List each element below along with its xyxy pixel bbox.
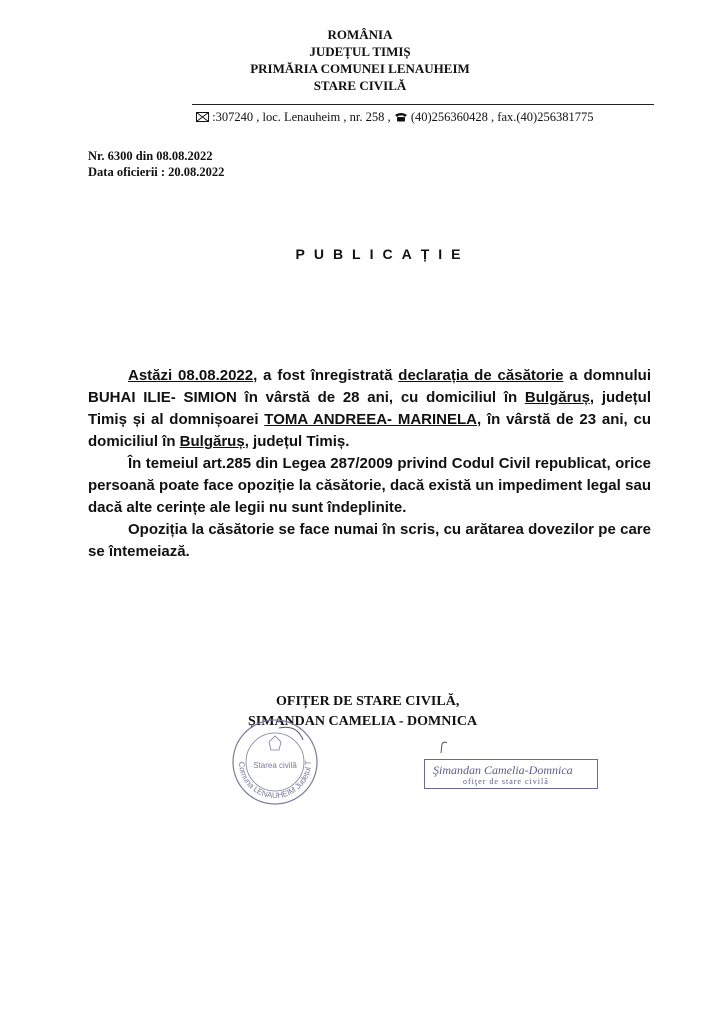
paragraph-declaration: Astăzi 08.08.2022, a fost înregistrată declarația de căsătorie a domnului BUHAI ILIE- SIMION în vârstă de 28 ani, cu domiciliul în Bulgăruș, județul Timiș și al domnișoarei TOMA ANDREEA- MARINELA, în vârstă de 23 ani, cu domiciliul în Bulgăruș, județul Timiș.: [88, 367, 651, 450]
document-title: PUBLICAȚIE: [295, 246, 470, 262]
header-county: JUDEȚUL TIMIȘ: [309, 44, 411, 59]
header-country: ROMÂNIA: [327, 27, 393, 42]
contact-phone: (40)256360428 , fax.(40)256381775: [410, 110, 594, 124]
signature-scribble-icon: [438, 740, 450, 759]
official-seal-icon: [225, 718, 325, 808]
document-body: [88, 365, 651, 563]
name-stamp: [424, 759, 598, 789]
header-divider: [192, 104, 654, 105]
signature-name: ȘIMANDAN CAMELIA - DOMNICA: [248, 714, 478, 729]
reference-block: [88, 148, 224, 180]
stamp-role: ofiţer de stare civilă: [463, 777, 549, 786]
ceremony-date: Data oficierii : 20.08.2022: [88, 165, 225, 179]
header-town-hall: PRIMĂRIA COMUNEI LENAUHEIM: [250, 61, 470, 76]
document-header: [160, 26, 560, 94]
header-department: STARE CIVILĂ: [313, 78, 407, 93]
stamp-name: Şimandan Camelia-Domnica: [433, 763, 573, 777]
contact-postal: :307240 , loc. Lenauheim , nr. 258 ,: [212, 110, 391, 124]
envelope-icon: [196, 110, 212, 124]
svg-text:Starea civilă: Starea civilă: [253, 761, 297, 770]
svg-text:Comuna LENAUHEIM Județul Timiș: Comuna LENAUHEIM Județul T: [236, 760, 314, 801]
phone-icon: [394, 110, 411, 124]
paragraph-opposition: Opoziția la căsătorie se face numai în scris, cu arătarea dovezilor pe care se întemeiază.: [88, 521, 651, 560]
signature-role: OFIȚER DE STARE CIVILĂ,: [276, 694, 460, 709]
paragraph-legal-basis: În temeiul art.285 din Legea 287/2009 privind Codul Civil republicat, orice persoană poate face opoziție la căsătorie, dacă există un impediment legal sau dacă alte cerințe ale legii nu sunt îndeplinite.: [88, 455, 651, 516]
registration-number: Nr. 6300 din 08.08.2022: [88, 149, 213, 163]
contact-line: [196, 110, 593, 125]
